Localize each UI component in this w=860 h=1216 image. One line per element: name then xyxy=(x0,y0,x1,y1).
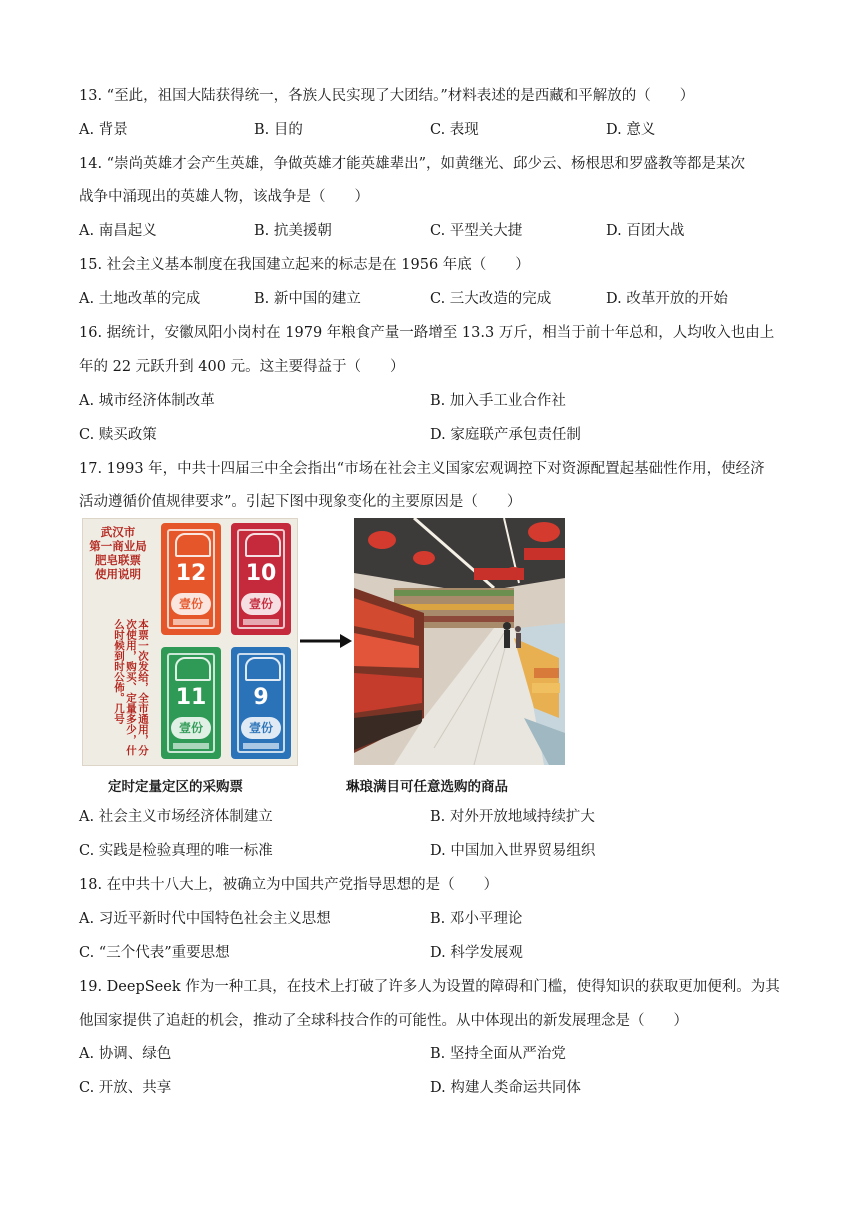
q16-option-a: A. 城市经济体制改革 xyxy=(79,393,215,409)
q14-option-b: B. 抗美援朝 xyxy=(254,223,332,239)
caption-right: 琳琅满目可任意选购的商品 xyxy=(346,779,508,795)
q17-option-a: A. 社会主义市场经济体制建立 xyxy=(79,809,273,825)
right-arrow-icon xyxy=(298,631,354,651)
ration-ticket-12: 12 壹份 xyxy=(161,523,221,635)
q19-option-b: B. 坚持全面从严治党 xyxy=(430,1046,566,1062)
q13-option-c: C. 表现 xyxy=(430,122,479,138)
q15-option-c: C. 三大改造的完成 xyxy=(430,291,552,307)
q15-option-b: B. 新中国的建立 xyxy=(254,291,361,307)
q13-option-a: A. 背景 xyxy=(79,122,128,138)
q19-stem-line1: 19. DeepSeek 作为一种工具，在技术上打破了许多人为设置的障碍和门槛，使得知识的获取更加便利。为其 xyxy=(79,979,780,995)
q13-stem: 13. “至此，祖国大陆获得统一，各族人民实现了大团结。”材料表述的是西藏和平解放的（ ） xyxy=(79,88,695,104)
q16-stem-line1: 16. 据统计，安徽凤阳小岗村在 1979 年粮食产量一路增至 13.3 万斤，相当于前十年总和，人均收入也由上 xyxy=(79,325,775,341)
q15-option-a: A. 土地改革的完成 xyxy=(79,291,201,307)
q15-option-d: D. 改革开放的开始 xyxy=(606,291,728,307)
q18-option-a: A. 习近平新时代中国特色社会主义思想 xyxy=(79,911,331,927)
q14-option-a: A. 南昌起义 xyxy=(79,223,157,239)
q18-stem: 18. 在中共十八大上，被确立为中国共产党指导思想的是（ ） xyxy=(79,877,499,893)
q19-stem-line2: 他国家提供了追赶的机会，推动了全球科技合作的可能性。从中体现出的新发展理念是（ ） xyxy=(79,1013,688,1029)
q16-stem-line2: 年的 22 元跃升到 400 元。这主要得益于（ ） xyxy=(79,359,405,375)
q15-stem: 15. 社会主义基本制度在我国建立起来的标志是在 1956 年底（ ） xyxy=(79,257,530,273)
ticket-instructions: 本票一次发给，全市通用，分次使用，购买、定量多少，什么时候到时公佈。几号 xyxy=(113,619,149,756)
q17-option-b: B. 对外开放地域持续扩大 xyxy=(430,809,595,825)
q16-option-c: C. 赎买政策 xyxy=(79,427,157,443)
ration-ticket-11: 11 壹份 xyxy=(161,647,221,759)
q19-option-a: A. 协调、绿色 xyxy=(79,1046,172,1062)
q16-option-b: B. 加入手工业合作社 xyxy=(430,393,566,409)
q13-option-d: D. 意义 xyxy=(606,122,656,138)
supermarket-photo xyxy=(354,518,565,765)
q14-stem-line2: 战争中涌现出的英雄人物，该战争是（ ） xyxy=(79,189,369,205)
q13-option-b: B. 目的 xyxy=(254,122,303,138)
q17-stem-line2: 活动遵循价值规律要求”。引起下图中现象变化的主要原因是（ ） xyxy=(79,494,522,510)
q14-option-d: D. 百团大战 xyxy=(606,223,685,239)
q16-option-d: D. 家庭联产承包责任制 xyxy=(430,427,581,443)
q14-stem-line1: 14. “崇尚英雄才会产生英雄，争做英雄才能英雄辈出”，如黄继光、邱少云、杨根思和罗盛教等都是某次 xyxy=(79,156,745,172)
q18-option-c: C. “三个代表”重要思想 xyxy=(79,945,230,961)
q17-option-c: C. 实践是检验真理的唯一标准 xyxy=(79,843,273,859)
q18-option-b: B. 邓小平理论 xyxy=(430,911,523,927)
q18-option-d: D. 科学发展观 xyxy=(430,945,523,961)
q17-stem-line1: 17. 1993 年，中共十四届三中全会指出“市场在社会主义国家宏观调控下对资源配置起基础性作用，使经济 xyxy=(79,461,765,477)
ration-ticket-10: 10 壹份 xyxy=(231,523,291,635)
ration-ticket-image xyxy=(82,518,298,766)
q17-option-d: D. 中国加入世界贸易组织 xyxy=(430,843,596,859)
ticket-title: 武汉市 第一商业局 肥皂联票 使用说明 xyxy=(89,525,147,581)
q19-option-d: D. 构建人类命运共同体 xyxy=(430,1080,581,1096)
caption-left: 定时定量定区的采购票 xyxy=(108,779,243,795)
q19-option-c: C. 开放、共享 xyxy=(79,1080,172,1096)
q14-option-c: C. 平型关大捷 xyxy=(430,223,523,239)
ration-ticket-9: 9 壹份 xyxy=(231,647,291,759)
